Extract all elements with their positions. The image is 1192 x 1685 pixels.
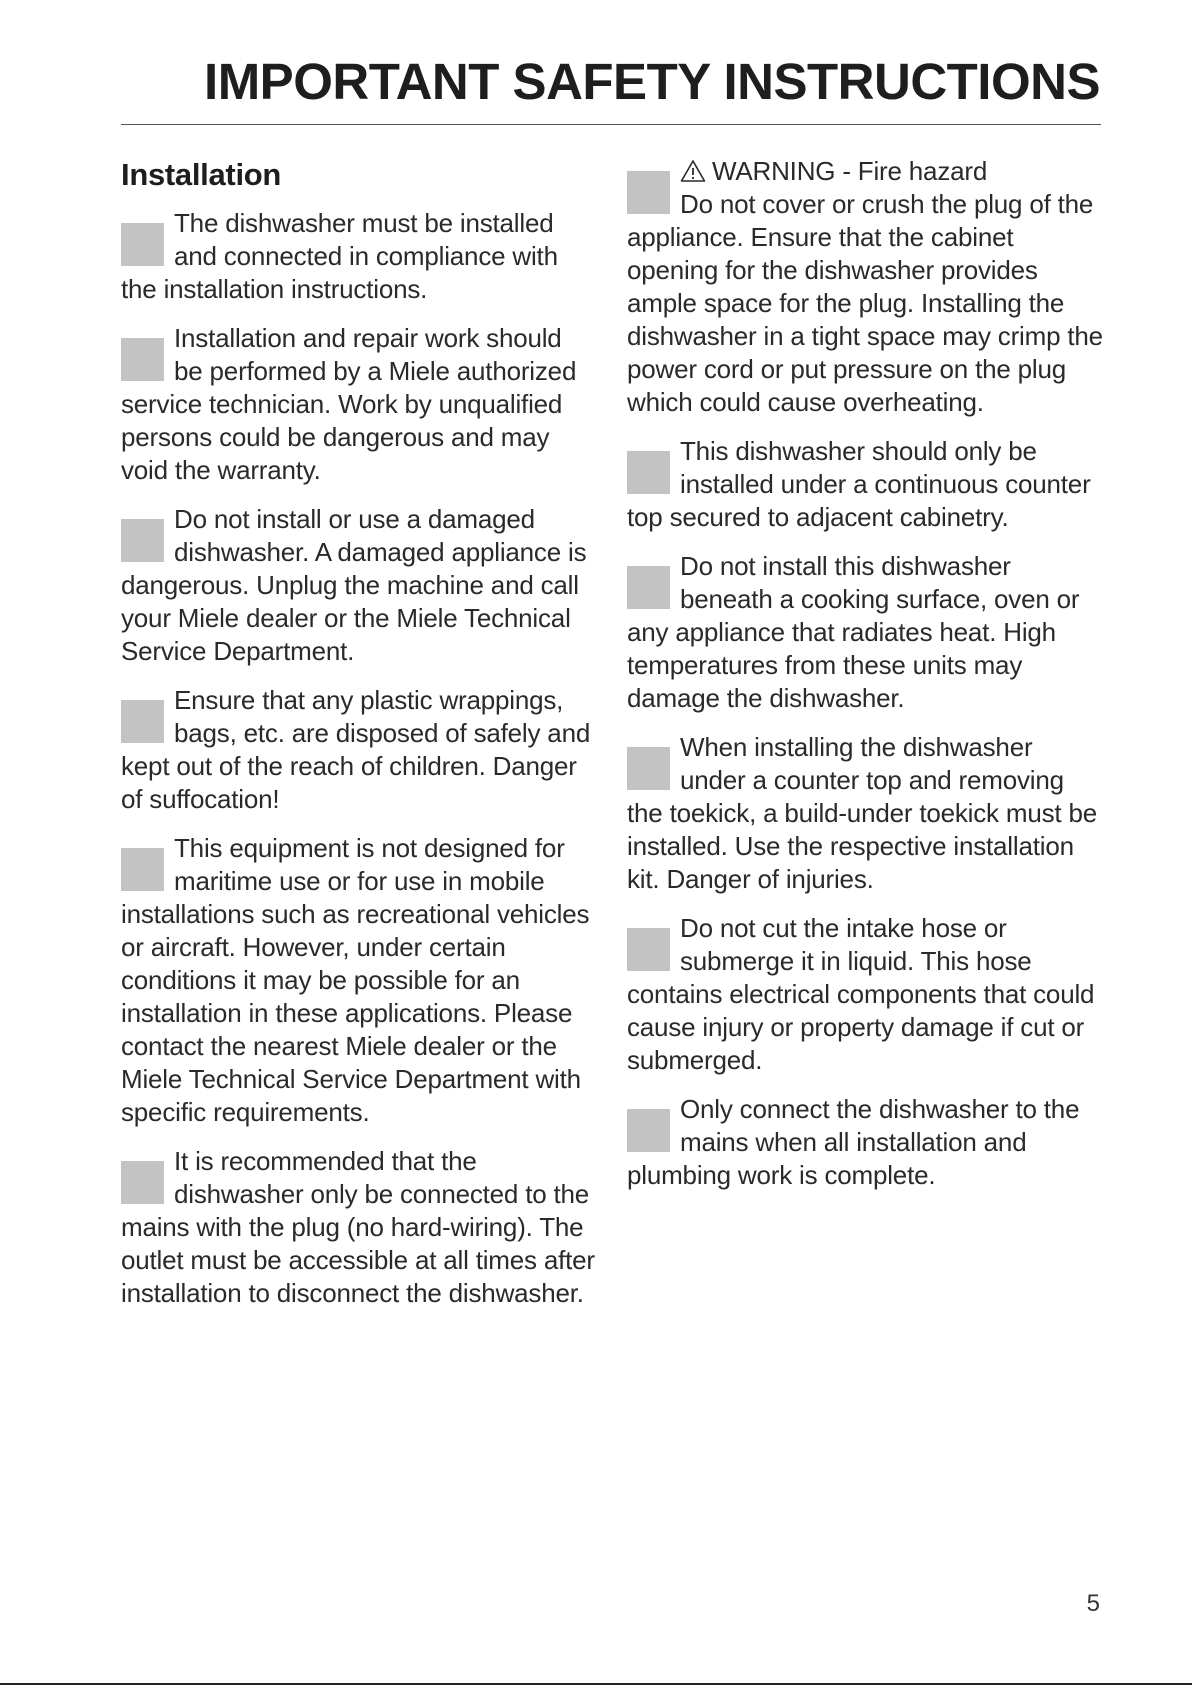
safety-item bbox=[627, 435, 1103, 534]
safety-item-text: Installation and repair work should be performed by a Miele authorized service technician. Work by unqualified persons could be dangerous and may void the warranty. bbox=[121, 323, 577, 485]
safety-item bbox=[627, 912, 1103, 1077]
safety-item-text: This dishwasher should only be installed under a continuous counter top secured to adjacent cabinetry. bbox=[627, 436, 1091, 532]
bullet-marker bbox=[121, 223, 164, 266]
safety-item-text: This equipment is not designed for maritime use or for use in mobile installations such as recreational vehicles or aircraft. However, under certain conditions it may be possible for an installation in these applications. Please contact the nearest Miele dealer or the Miele Technical Service Department with specific requirements. bbox=[121, 833, 590, 1127]
bullet-marker bbox=[627, 171, 670, 214]
safety-item-text: Do not install this dishwasher beneath a cooking surface, oven or any appliance that radiates heat. High temperatures from these units may damage the dishwasher. bbox=[627, 551, 1080, 713]
safety-item-text: Do not cut the intake hose or submerge it in liquid. This hose contains electrical components that could cause injury or property damage if cut or submerged. bbox=[627, 913, 1095, 1075]
warning-triangle-icon bbox=[680, 159, 706, 183]
safety-item bbox=[121, 832, 597, 1129]
bullet-marker bbox=[121, 338, 164, 381]
safety-item-text: Ensure that any plastic wrappings, bags, etc. are disposed of safely and kept out of the reach of children. Danger of suffocation! bbox=[121, 685, 591, 814]
warning-heading bbox=[627, 155, 1103, 188]
section-heading: Installation bbox=[121, 157, 282, 192]
page-number: 5 bbox=[1086, 1590, 1100, 1617]
safety-item-text: Only connect the dishwasher to the mains when all installation and plumbing work is complete. bbox=[627, 1094, 1080, 1190]
safety-item-text: It is recommended that the dishwasher only be connected to the mains with the plug (no hard-wiring). The outlet must be accessible at all times after installation to disconnect the dishwasher. bbox=[121, 1146, 595, 1308]
bullet-marker bbox=[627, 1109, 670, 1152]
warning-text: Do not cover or crush the plug of the appliance. Ensure that the cabinet opening for the dishwasher provides ample space for the plug. Installing the dishwasher in a tight space may crimp the power cord or put pressure on the plug which could cause overheating. bbox=[627, 189, 1103, 417]
bullet-marker bbox=[121, 700, 164, 743]
safety-item bbox=[121, 1145, 597, 1310]
left-column bbox=[121, 155, 597, 1326]
safety-item bbox=[121, 207, 597, 306]
bullet-marker bbox=[121, 519, 164, 562]
warning-label: WARNING - Fire hazard bbox=[712, 156, 988, 186]
bullet-marker bbox=[121, 848, 164, 891]
bullet-marker bbox=[627, 451, 670, 494]
bullet-marker bbox=[627, 928, 670, 971]
bullet-marker bbox=[627, 566, 670, 609]
bullet-marker bbox=[627, 747, 670, 790]
safety-item bbox=[627, 550, 1103, 715]
safety-item-text: The dishwasher must be installed and connected in compliance with the installation instructions. bbox=[121, 208, 558, 304]
safety-item-text: Do not install or use a damaged dishwasher. A damaged appliance is dangerous. Unplug the machine and call your Miele dealer or the Miele Technical Service Department. bbox=[121, 504, 587, 666]
title-divider bbox=[121, 124, 1101, 125]
bullet-marker bbox=[121, 1161, 164, 1204]
safety-item bbox=[627, 1093, 1103, 1192]
safety-item bbox=[627, 731, 1103, 896]
safety-item-text: When installing the dishwasher under a counter top and removing the toekick, a build-under toekick must be installed. Use the respective installation kit. Danger of injuries. bbox=[627, 732, 1097, 894]
safety-item bbox=[121, 684, 597, 816]
safety-item bbox=[121, 322, 597, 487]
safety-item bbox=[121, 503, 597, 668]
right-column bbox=[627, 155, 1103, 1208]
page-title: IMPORTANT SAFETY INSTRUCTIONS bbox=[204, 53, 1100, 110]
fire-hazard-warning bbox=[627, 155, 1103, 419]
